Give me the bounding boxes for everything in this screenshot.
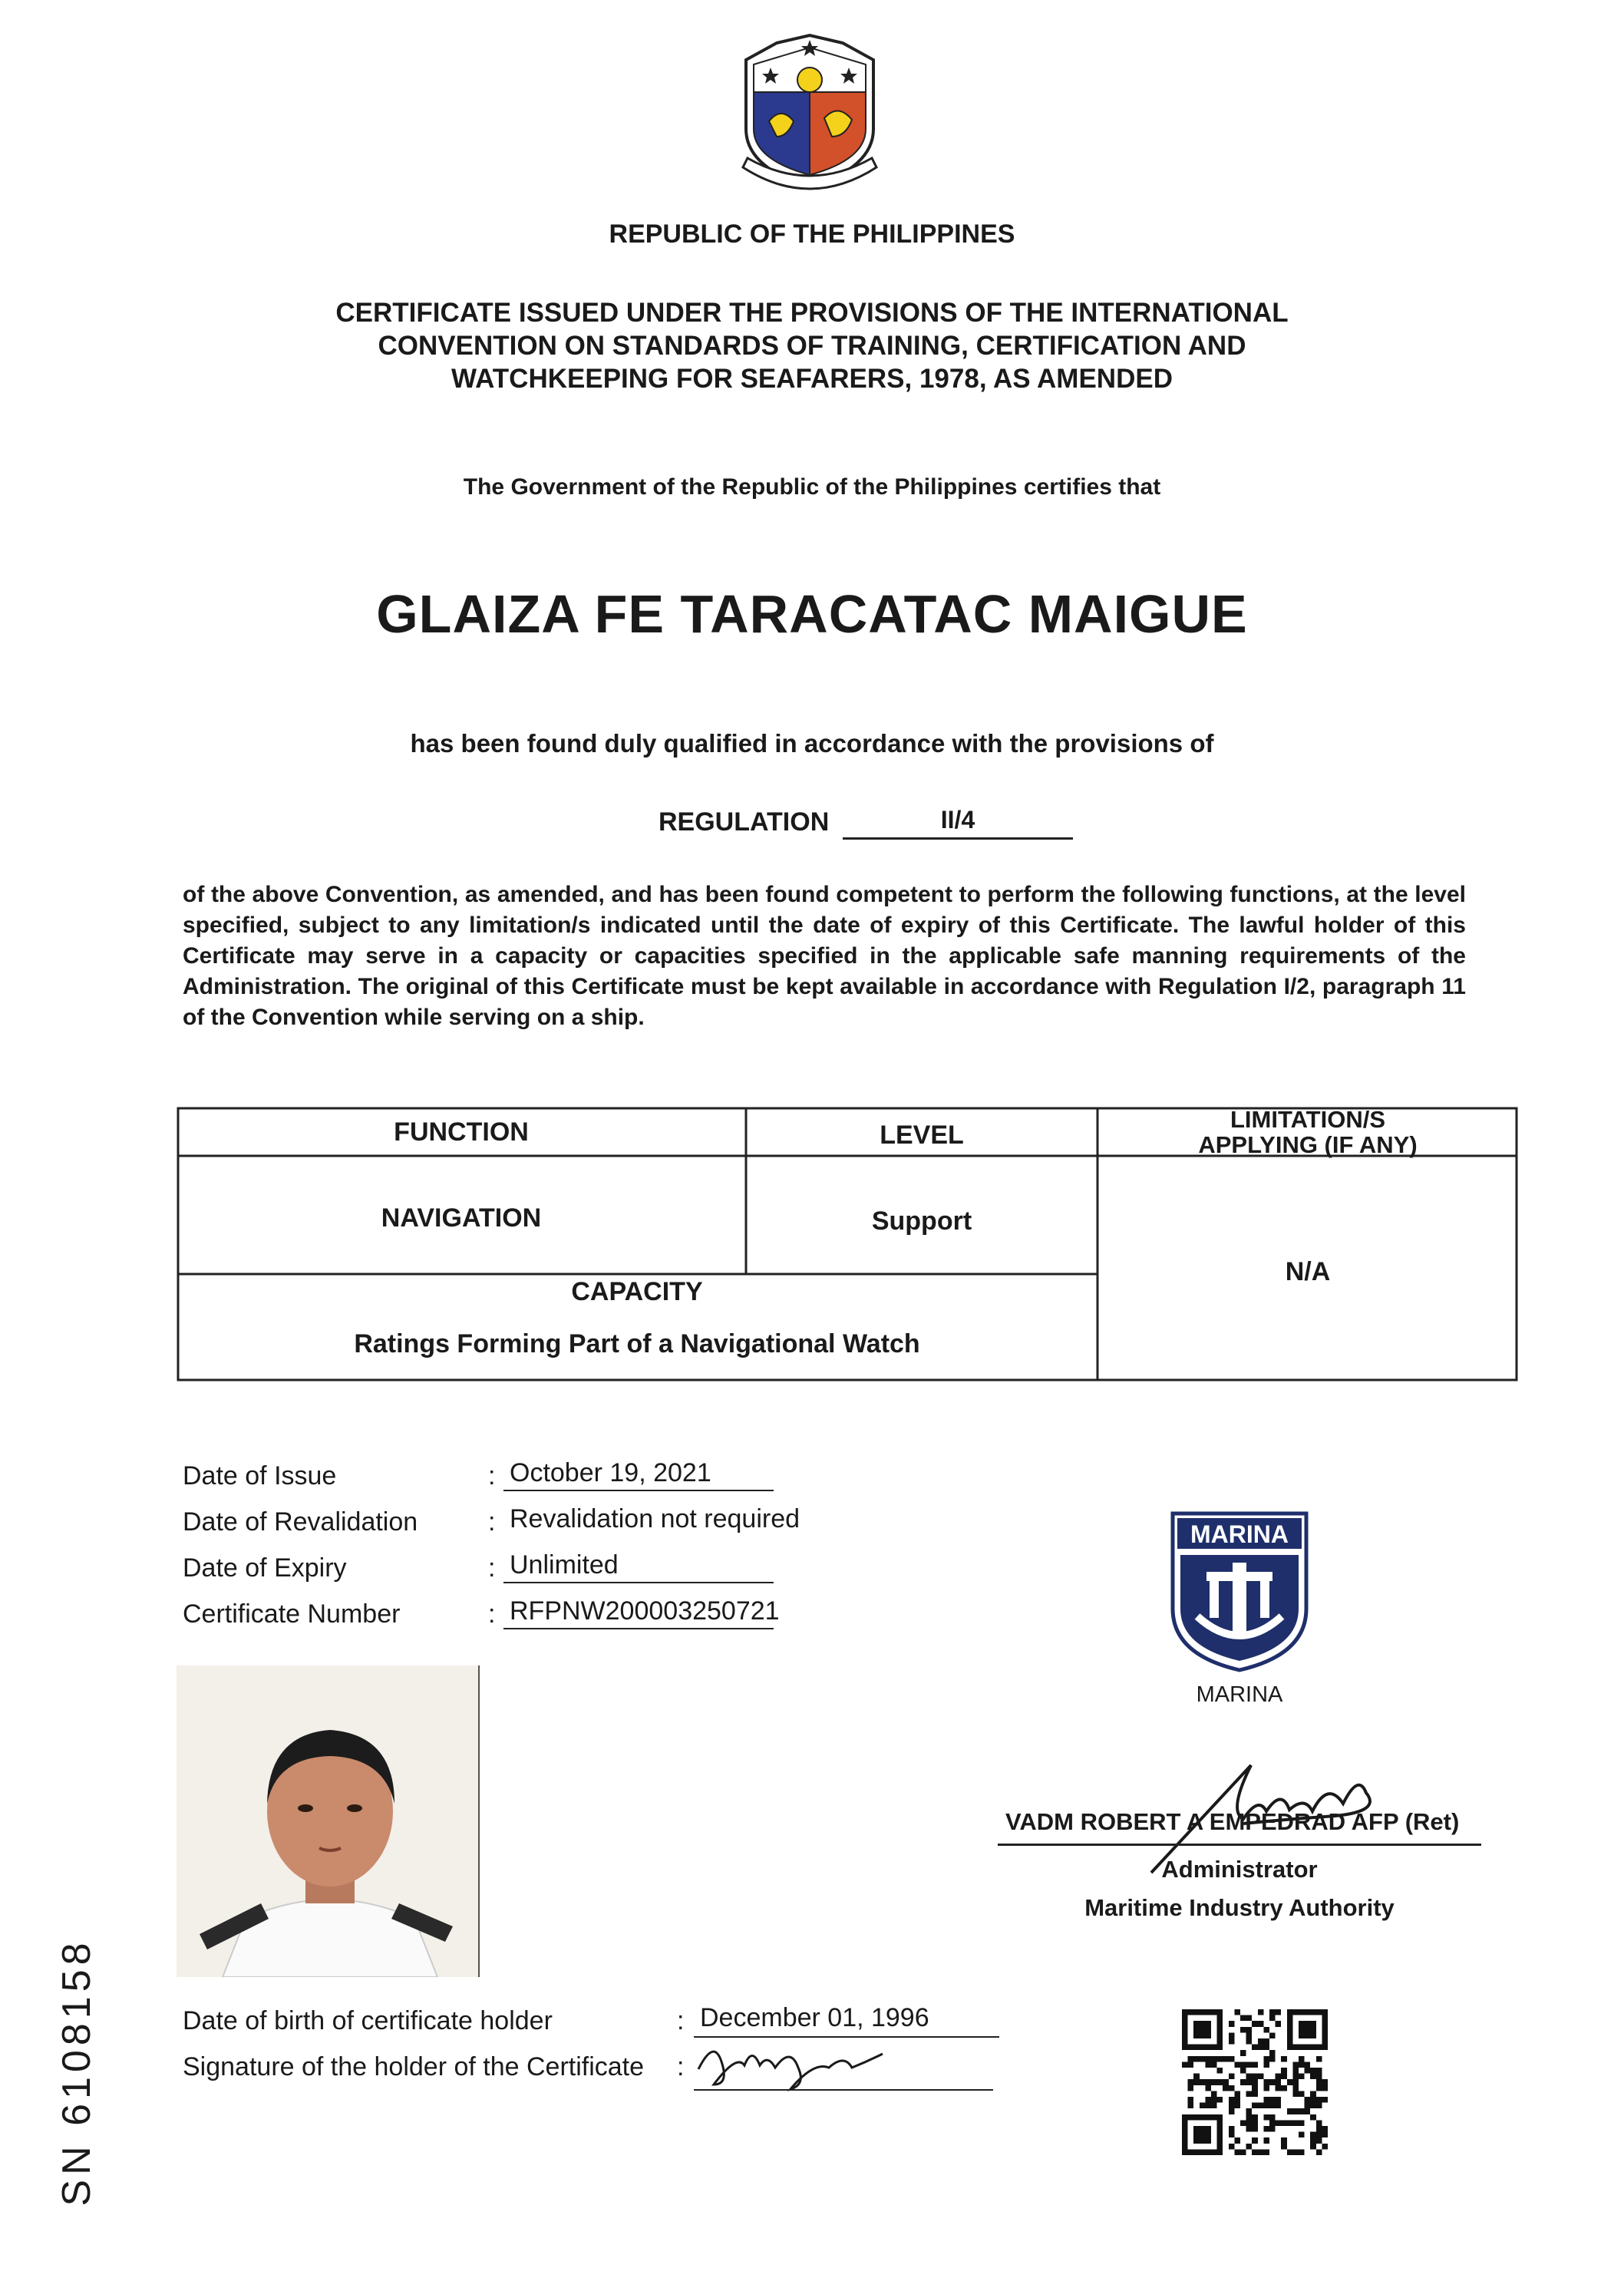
administrator-title: Administrator [1161,1856,1318,1883]
issue-date-value: October 19, 2021 [503,1458,774,1491]
capacity-header: CAPACITY [571,1277,703,1306]
function-table [177,1107,1518,1381]
expiry-date-value: Unlimited [503,1550,774,1583]
certificate-number-colon: : [488,1599,496,1629]
qr-code [1180,2009,1329,2155]
certificate-number-label: Certificate Number [183,1599,401,1629]
function-header: FUNCTION [394,1117,529,1147]
marina-logo-text: MARINA [1190,1520,1289,1548]
holder-signature [691,2023,890,2092]
holder-signature-colon: : [677,2052,685,2081]
holder-name: GLAIZA FE TARACATAC MAIGUE [376,584,1248,644]
limitations-value: N/A [1285,1257,1331,1286]
expiry-date-colon: : [488,1553,496,1583]
serial-number: SN 6108158 [54,1938,99,2207]
revalidation-date-value: Revalidation not required [510,1504,800,1533]
competency-paragraph: of the above Convention, as amended, and has been found competent to perform the following functions, at the level specified, subject to any limitation/s indicated until the date of expiry of this Certificate. The lawful holder of this Certificate may serve in a capacity or capacities specified in the applicable safe manning requirements of the Administration. The original of this Certificate must be kept available in accordance with Regulation I/2, paragraph 11 of the Convention while serving on a ship. [183,882,1466,1030]
revalidation-date-label: Date of Revalidation [183,1507,418,1537]
limitations-header-line-2: APPLYING (IF ANY) [1198,1131,1418,1158]
level-value: Support [871,1207,972,1236]
administrator-signature-line [998,1844,1481,1846]
expiry-date-label: Date of Expiry [183,1553,347,1583]
holder-signature-label: Signature of the holder of the Certificate [183,2052,645,2081]
certificate-number-value: RFPNW200003250721 [503,1596,774,1629]
revalidation-date-colon: : [488,1507,496,1537]
marina-logo [1168,1509,1311,1673]
dob-label: Date of birth of certificate holder [183,2006,553,2035]
administrator-name: VADM ROBERT A EMPEDRAD AFP (Ret) [1005,1808,1460,1835]
administrator-organization: Maritime Industry Authority [1084,1894,1395,1921]
issue-date-colon: : [488,1461,496,1490]
certificate-heading-line-2: CONVENTION ON STANDARDS OF TRAINING, CERTIFICATION AND [378,331,1246,361]
republic-title: REPUBLIC OF THE PHILIPPINES [609,220,1015,249]
marina-caption: MARINA [1196,1682,1283,1707]
regulation-label: REGULATION [659,807,830,837]
limitations-header-line-1: LIMITATION/S [1230,1106,1386,1133]
certificate-heading-line-3: WATCHKEEPING FOR SEAFARERS, 1978, AS AMENDED [451,364,1173,394]
certificate-heading [307,296,1317,395]
certifies-statement: The Government of the Republic of the Philippines certifies that [463,474,1161,500]
function-value: NAVIGATION [381,1203,542,1233]
issue-date-label: Date of Issue [183,1461,337,1490]
philippine-coat-of-arms-seal [731,29,889,207]
certificate-heading-line-1: CERTIFICATE ISSUED UNDER THE PROVISIONS OF THE INTERNATIONAL [335,298,1289,328]
limitations-header [1098,1107,1518,1157]
holder-photo [177,1665,480,1977]
capacity-value: Ratings Forming Part of a Navigational Watch [354,1329,920,1358]
regulation-value: II/4 [843,806,1073,840]
qualified-statement: has been found duly qualified in accordance with the provisions of [410,729,1214,758]
dob-colon: : [677,2006,685,2035]
level-header: LEVEL [880,1121,964,1150]
dob-value: December 01, 1996 [694,2003,999,2038]
